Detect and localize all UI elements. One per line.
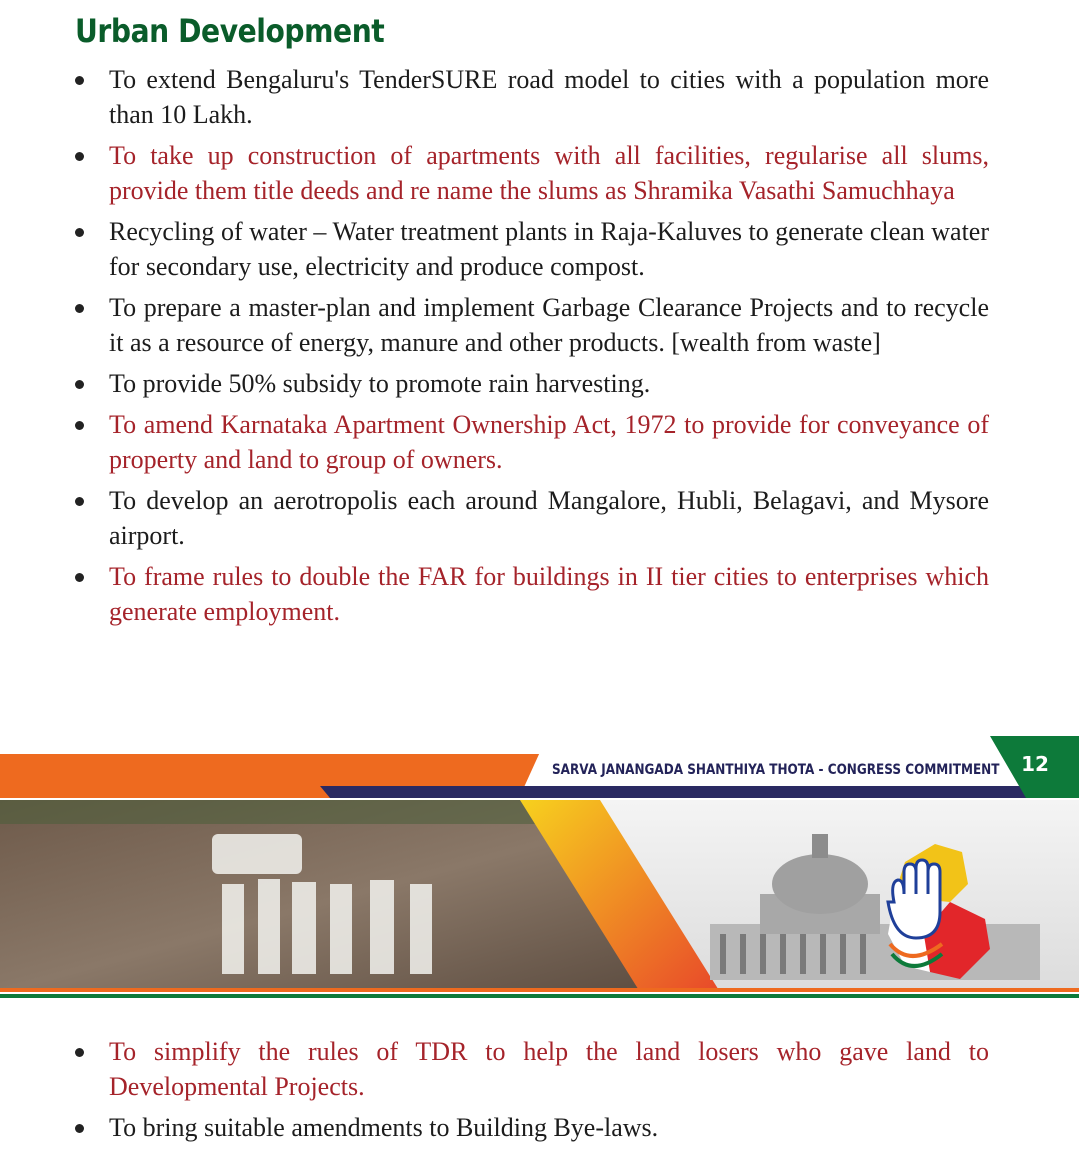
list-item bbox=[0, 1034, 1079, 1104]
bullet-icon bbox=[75, 1124, 84, 1133]
bullet-icon bbox=[75, 76, 84, 85]
list-item-text: To bring suitable amendments to Building Bye-laws. bbox=[109, 1113, 659, 1142]
bullet-icon bbox=[75, 1048, 84, 1057]
bullet-list-top bbox=[0, 62, 1079, 635]
list-item-text: To frame rules to double the FAR for buildings in II tier cities to enterprises which generate employment. bbox=[109, 562, 989, 626]
list-item-text: To provide 50% subsidy to promote rain harvesting. bbox=[109, 369, 651, 398]
bottom-green-line bbox=[0, 994, 1079, 998]
list-item bbox=[0, 483, 1079, 553]
list-item-text: To simplify the rules of TDR to help the land losers who gave land to Developmental Projects. bbox=[109, 1037, 989, 1101]
list-item bbox=[0, 138, 1079, 208]
section-heading: Urban Development bbox=[75, 12, 385, 50]
navy-stripe bbox=[320, 786, 1030, 798]
bullet-icon bbox=[75, 573, 84, 582]
list-item bbox=[0, 407, 1079, 477]
bullet-icon bbox=[75, 421, 84, 430]
list-item-text: To extend Bengaluru's TenderSURE road model to cities with a population more than 10 Lakh. bbox=[109, 65, 989, 129]
bullet-list-bottom bbox=[0, 1034, 1079, 1151]
list-item-text: To take up construction of apartments with all facilities, regularise all slums, provide them title deeds and re name the slums as Shramika Vasathi Samuchhaya bbox=[109, 141, 989, 205]
list-item bbox=[0, 214, 1079, 284]
bottom-saffron-line bbox=[0, 988, 1079, 992]
list-item bbox=[0, 559, 1079, 629]
list-item bbox=[0, 62, 1079, 132]
previous-page-fragment bbox=[640, 0, 1060, 4]
trees-icon bbox=[0, 800, 560, 824]
list-item bbox=[0, 366, 1079, 401]
page-number: 12 bbox=[1021, 752, 1049, 776]
bullet-icon bbox=[75, 228, 84, 237]
list-item-text: To develop an aerotropolis each around Mangalore, Hubli, Belagavi, and Mysore airport. bbox=[109, 486, 989, 550]
list-item bbox=[0, 290, 1079, 360]
banner-tagline: SARVA JANANGADA SHANTHIYA THOTA - CONGRESS COMMITMENT bbox=[552, 762, 1000, 778]
list-item bbox=[0, 1110, 1079, 1145]
bullet-icon bbox=[75, 380, 84, 389]
bullet-icon bbox=[75, 152, 84, 161]
list-item-text: To prepare a master-plan and implement Garbage Clearance Projects and to recycle it as a resource of energy, manure and other products. [wealth from waste] bbox=[109, 293, 989, 357]
bullet-icon bbox=[75, 497, 84, 506]
bullet-icon bbox=[75, 304, 84, 313]
list-item-text: To amend Karnataka Apartment Ownership Act, 1972 to provide for conveyance of property and land to group of owners. bbox=[109, 410, 989, 474]
list-item-text: Recycling of water – Water treatment plants in Raja-Kaluves to generate clean water for secondary use, electricity and produce compost. bbox=[109, 217, 989, 281]
